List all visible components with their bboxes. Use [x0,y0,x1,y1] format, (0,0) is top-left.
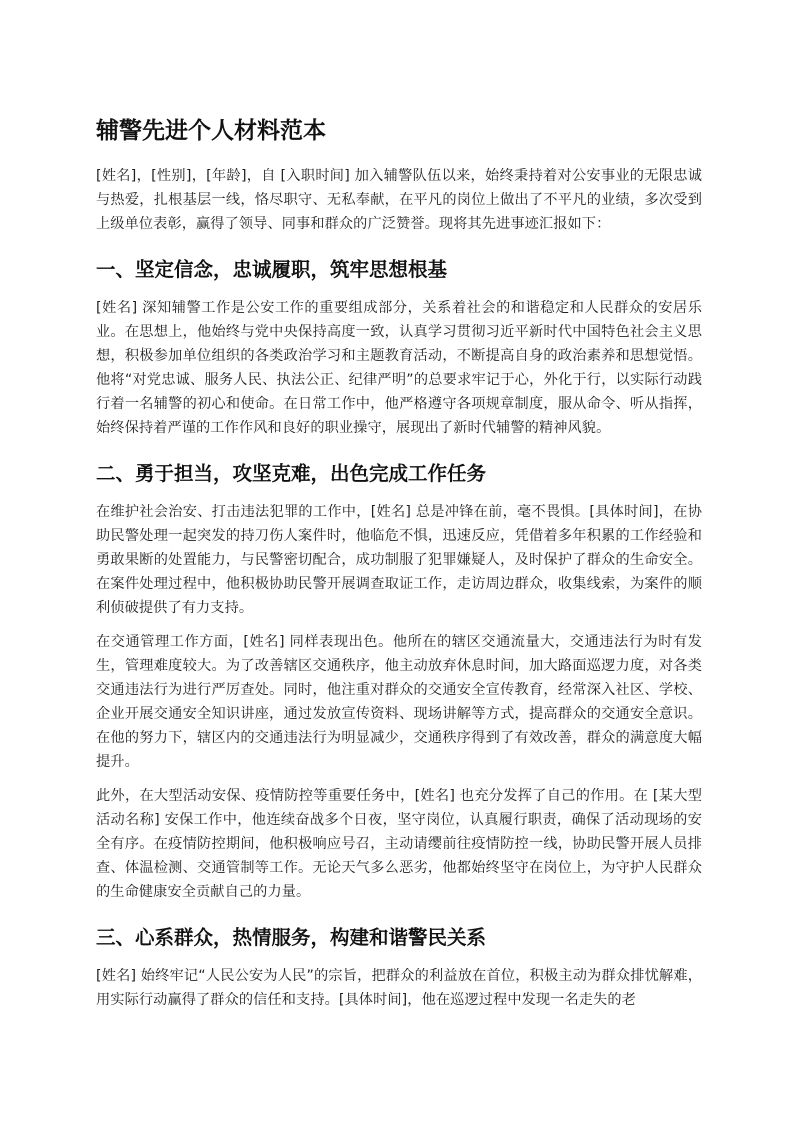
section-1-paragraph-1: [姓名] 深知辅警工作是公安工作的重要组成部分，关系着社会的和谐稳定和人民群众的安居乐业。在思想上，他始终与党中央保持高度一致，认真学习贯彻习近平新时代中国特色社会主义思想，积极参加单位组织的各类政治学习和主题教育活动，不断提高自身的政治素养和思想觉悟。他将“对党忠诚、服务人民、执法公正、纪律严明”的总要求牢记于心，外化于行，以实际行动践行着一名辅警的初心和使命。在日常工作中，他严格遵守各项规章制度，服从命令、听从指挥，始终保持着严谨的工作作风和良好的职业操守，展现出了新时代辅警的精神风貌。 [96,300,702,436]
document-title: 辅警先进个人材料范本 [96,118,326,144]
intro-paragraph: [姓名]，[性别]，[年龄]，自 [入职时间] 加入辅警队伍以来，始终秉持着对公安事业的无限忠诚与热爱，扎根基层一线，恪尽职守、无私奉献，在平凡的岗位上做出了不平凡的业绩，多次受到上级单位表彰，赢得了领导、同事和群众的广泛赞誉。现将其先进事迹汇报如下： [96,168,702,232]
section-3-paragraph-1: [姓名] 始终牢记“人民公安为人民”的宗旨，把群众的利益放在首位，积极主动为群众排忧解难，用实际行动赢得了群众的信任和支持。[具体时间]，他在巡逻过程中发现一名走失的老 [96,968,702,1008]
section-2-paragraph-2: 在交通管理工作方面，[姓名] 同样表现出色。他所在的辖区交通流量大，交通违法行为时有发生，管理难度较大。为了改善辖区交通秩序，他主动放弃休息时间，加大路面巡逻力度，对各类交通违法行为进行严厉查处。同时，他注重对群众的交通安全宣传教育，经常深入社区、学校、企业开展交通安全知识讲座，通过发放宣传资料、现场讲解等方式，提高群众的交通安全意识。在他的努力下，辖区内的交通违法行为明显减少，交通秩序得到了有效改善，群众的满意度大幅提升。 [96,634,702,770]
section-2-paragraph-3: 此外，在大型活动安保、疫情防控等重要任务中，[姓名] 也充分发挥了自己的作用。在 [某大型活动名称] 安保工作中，他连续奋战多个日夜，坚守岗位，认真履行职责，确保了活动现场的安全有序。在疫情防控期间，他积极响应号召，主动请缨前往疫情防控一线，协助民警开展人员排查、体温检测、交通管制等工作。无论天气多么恶劣，他都始终坚守在岗位上，为守护人民群众的生命健康安全贡献自己的力量。 [96,788,702,900]
section-heading-2: 二、勇于担当，攻坚克难，出色完成工作任务 [96,462,487,485]
section-heading-3: 三、心系群众，热情服务，构建和谐警民关系 [96,926,487,949]
document-page [96,116,702,1022]
section-2-paragraph-1: 在维护社会治安、打击违法犯罪的工作中，[姓名] 总是冲锋在前，毫不畏惧。[具体时间]，在协助民警处理一起突发的持刀伤人案件时，他临危不惧，迅速反应，凭借着多年积累的工作经验和勇敢果断的处置能力，与民警密切配合，成功制服了犯罪嫌疑人，及时保护了群众的生命安全。在案件处理过程中，他积极协助民警开展调查取证工作，走访周边群众，收集线索，为案件的顺利侦破提供了有力支持。 [96,504,702,616]
section-heading-1: 一、坚定信念，忠诚履职，筑牢思想根基 [96,258,448,281]
